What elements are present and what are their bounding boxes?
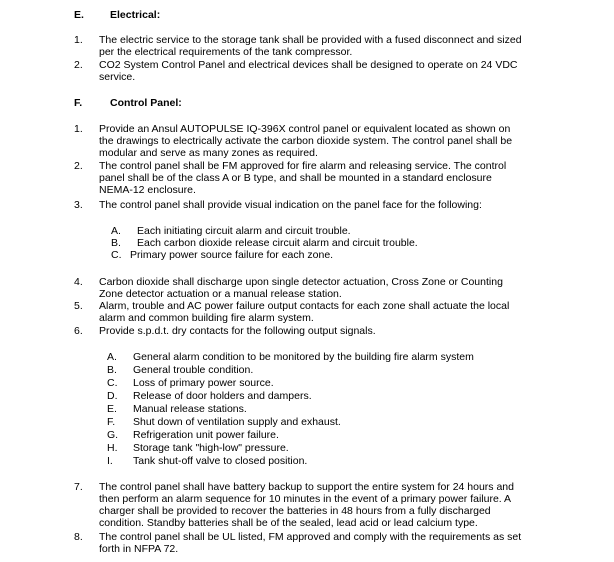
item-text-line: The electric service to the storage tank shall be provided with a fused disconnect and sized	[99, 34, 522, 46]
subitem-letter: B.	[111, 237, 121, 249]
item-text-line: panel shall be of the class A or B type, and shall be mounted in a standard enclosure	[99, 172, 492, 184]
item-text-line: alarm and common building fire alarm system.	[99, 312, 314, 324]
subitem-text: General alarm condition to be monitored by the building fire alarm system	[133, 351, 474, 363]
item-text-line: service.	[99, 71, 136, 83]
section-letter: F.	[74, 97, 83, 109]
item-text-line: The control panel shall be UL listed, FM approved and comply with the requirements as set	[99, 531, 522, 543]
subitem-letter: F.	[107, 416, 116, 428]
item-text-line: Provide s.p.d.t. dry contacts for the following output signals.	[99, 325, 376, 337]
item-text-line: charger shall be provided to recover the batteries in 48 hours from a fully discharged	[99, 505, 491, 517]
item-text-line: CO2 System Control Panel and electrical devices shall be designed to operate on 24 VDC	[99, 59, 518, 71]
section-title: Electrical:	[110, 9, 161, 21]
subitem-letter: E.	[107, 403, 117, 415]
subitem-letter: A.	[111, 225, 121, 237]
item-text-line: Zone detector actuation or a manual release station.	[99, 288, 342, 300]
item-number: 1.	[74, 34, 83, 46]
subitem-text: Tank shut-off valve to closed position.	[133, 455, 308, 467]
item-text-line: The control panel shall provide visual indication on the panel face for the following:	[99, 199, 482, 211]
item-text-line: Provide an Ansul AUTOPULSE IQ-396X control panel or equivalent located as shown on	[99, 123, 511, 135]
item-number: 5.	[74, 300, 83, 312]
section-letter: E.	[74, 9, 84, 21]
item-number: 2.	[74, 160, 83, 172]
subitem-text: Loss of primary power source.	[133, 377, 274, 389]
item-text-line: modular and serve as many zones as required.	[99, 147, 318, 159]
item-text-line: The control panel shall have battery backup to support the entire system for 24 hours and	[99, 481, 514, 493]
subitem-text: Manual release stations.	[133, 403, 247, 415]
item-text-line: Carbon dioxide shall discharge upon single detector actuation, Cross Zone or Counting	[99, 276, 503, 288]
item-number: 1.	[74, 123, 83, 135]
subitem-text: Primary power source failure for each zone.	[130, 249, 334, 261]
subitem-text: Storage tank "high-low" pressure.	[133, 442, 289, 454]
item-number: 3.	[74, 199, 83, 211]
item-text-line: The control panel shall be FM approved for fire alarm and releasing service. The control	[99, 160, 507, 172]
item-number: 8.	[74, 531, 83, 543]
item-text-line: condition. Standby batteries shall be of the sealed, lead acid or lead calcium type.	[99, 517, 478, 529]
item-number: 2.	[74, 59, 83, 71]
item-number: 7.	[74, 481, 83, 493]
subitem-letter: H.	[107, 442, 118, 454]
subitem-text: Shut down of ventilation supply and exhaust.	[133, 416, 341, 428]
subitem-text: Each carbon dioxide release circuit alarm and circuit trouble.	[137, 237, 418, 249]
subitem-text: Each initiating circuit alarm and circuit trouble.	[137, 225, 351, 237]
subitem-letter: A.	[107, 351, 117, 363]
item-text-line: NEMA-12 enclosure.	[99, 184, 196, 196]
subitem-letter: C.	[111, 249, 122, 261]
subitem-letter: B.	[107, 364, 117, 376]
item-text-line: the drawings to electrically activate the carbon dioxide system. The control panel shall be	[99, 135, 513, 147]
item-text-line: then perform an alarm sequence for 10 minutes in the event of a primary power failure. A	[99, 493, 512, 505]
subitem-letter: I.	[107, 455, 113, 467]
subitem-text: General trouble condition.	[133, 364, 254, 376]
item-text-line: forth in NFPA 72.	[99, 543, 179, 555]
subitem-text: Release of door holders and dampers.	[133, 390, 312, 402]
item-number: 4.	[74, 276, 83, 288]
subitem-letter: D.	[107, 390, 118, 402]
section-title: Control Panel:	[110, 97, 182, 109]
item-text-line: per the electrical requirements of the tank compressor.	[99, 46, 353, 58]
item-text-line: Alarm, trouble and AC power failure output contacts for each zone shall actuate the local	[99, 300, 510, 312]
item-number: 6.	[74, 325, 83, 337]
subitem-text: Refrigeration unit power failure.	[133, 429, 279, 441]
subitem-letter: C.	[107, 377, 118, 389]
subitem-letter: G.	[107, 429, 119, 441]
